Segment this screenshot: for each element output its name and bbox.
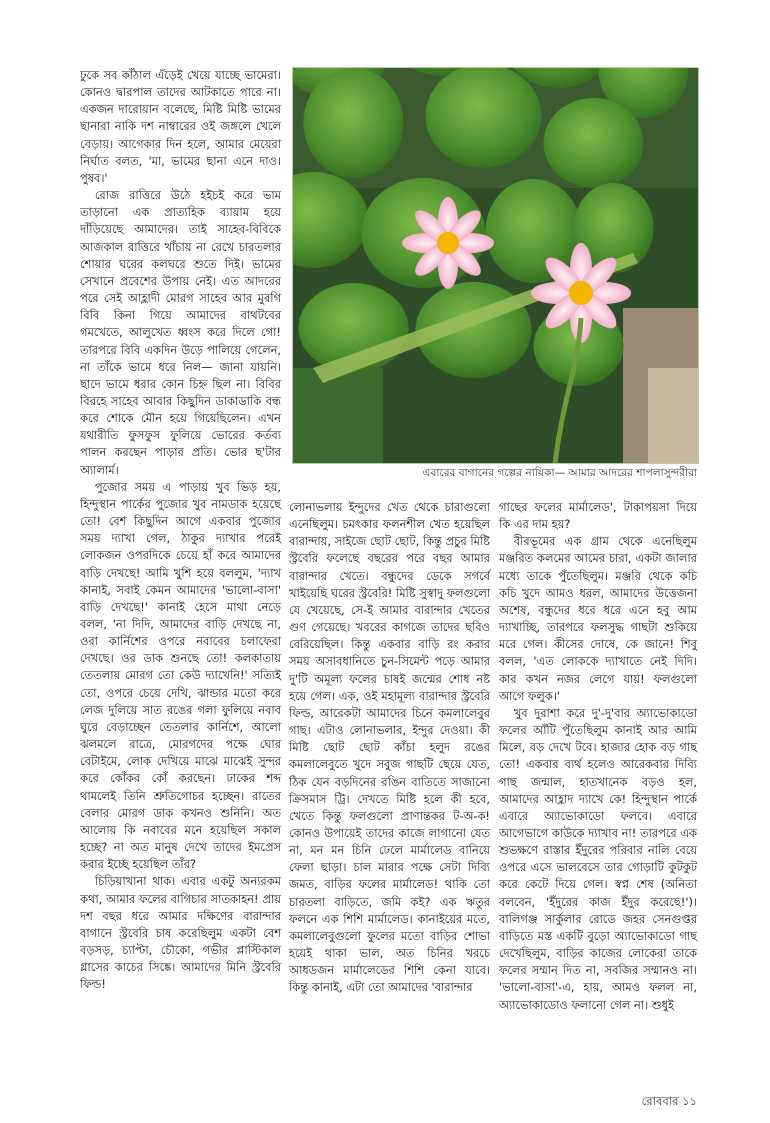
paragraph: খুব দুরাশা করে দু'-দু'বার অ্যাভোকাডো ফলের আঁটি পুঁতেছিলুম কানাই আর আমি মিলে, বড় দেখে টবে। হাজার হোক বড় গাছ তো! একবার ব্যর্থ হলেও আরেকবার দিব্যি গাছ জন্মাল, হাতখানেক বড়ও হল, আমাদের আহ্লাদ দ্যাখে কে! হিন্দুস্থান পার্কে এবারে অ্যাভোকাডো ফলবে। এবারে আগেভাগে কাউকে দ্যাখাব না! তারপরে এক শুভক্ষণে রাস্তার ইঁদুরের পরিবার নালি বেয়ে ওপরে এসে ভালবেসে তার গোড়াটি কুটকুট করে কেটে দিয়ে গেল। স্বপ্ন শেষ (অনিতা বলবেন, 'ইঁদুরের কাজ ইঁদুর করেছে!')। বালিগঞ্জ সার্কুলার রোডে জহর সেনগুপ্তর বাড়িতে মস্ত একটি বুড়ো অ্যাভোকাডো গাছ দেখেছিলুম, বাড়ির কাজের লোকেরা তাকে ফলের সম্মান দিত না, সবজির সম্মানও না। 'ভালো-বাসা'-এ, হায়, আমও ফলল না, অ্যাভোকাডোও ফলানো গেল না। শুধুই (499, 705, 697, 1012)
article-column-1 (80, 67, 281, 993)
paragraph: বীরভূমের এক গ্রাম থেকে এনেছিলুম মঞ্জরিত কলমের আমের চারা, একটা জালার মধ্যে তাকে পুঁতেছিলুম। মঞ্জরি থেকে কচি কচি খুদে আমও ধরল, আমাদের উত্তেজনা অশেষ, বন্ধুদের ধরে ধরে এনে হবু আম দ্যাখাচ্ছি, তারপরে ফলসুদ্ধ গাছটা শুকিয়ে মরে গেল। কীসের দোষে, কে জানে! শিবু বলল, 'এত লোককে দ্যাখাতে নেই দিদি। কার কখন নজর লেগে যায়! ফলগুলো আগে ফলুক।' (499, 534, 697, 703)
article-column-2 (289, 499, 490, 997)
article-column-3 (499, 499, 697, 1014)
paragraph: পুজোর সময় এ পাড়ায় খুব ভিড় হয়, হিন্দুস্থান পার্কের পুজোর খুব নামডাক হয়েছে তো! বেশ কিছুদিন আগে একবার পুজোর সময় দ্যাখা গেল, ঠাকুর দ্যাখার পরেই লোকজন ওপরদিকে চেয়ে হাঁ করে আমাদের বাড়ি দেখছে! আমি খুশি হয়ে বললুম, 'দ্যাখ কানাই, সবাই কেমন আমাদের 'ভালো-বাসা' বাড়ি দেখছে!' কানাই হেসে মাথা নেড়ে বলল, 'না দিদি, আমাদের বাড়ি দেখছে না, ওরা কার্নিশের ওপরে নবাবের চলাফেরা দেখছে। ওর ডাক শুনছে তো! কলকাতায় তেতলায় মোরগ তো কেউ দ্যাখেনি!' সত্যিই তো, ওপরে চেয়ে দেখি, ঝান্ডার মতো করে লেজ দুলিয়ে সাত রঙের গলা ফুলিয়ে নবাব ঘুরে বেড়াচ্ছেন তেতলার কার্নিশে, আলো ঝলমলে রাত্রে, মোরগদের পক্ষে ঘোর বেটাইমে, লোক দেখিয়ে মাঝে মাঝেই সুন্দর করে কোঁকর কোঁ করছেন। ঢাকের শব্দ থামলেই তিনি শ্রুতিগোচর হচ্ছেন। রাতের বেলার মোরগ ডাক কখনও শুনিনি। অত আলোয় কি নবাবের মনে হয়েছিল সকাল হচ্ছে? না অত মানুষ দেখে তাদের ইমপ্রেস করার ইচ্ছে হয়েছিল তাঁর? (80, 479, 281, 872)
photo-caption: এবারের বাগানের গল্পের নায়িকা— আমার আদরের শাপলাসুন্দরীরা (422, 467, 697, 479)
page-footer: রোববার ১১ (641, 1094, 697, 1108)
photo-illustration (293, 68, 698, 463)
paragraph: লোনাভলায় ইন্দুদের খেত থেকে চারাগুলো এনেছিলুম। চমৎকার ফলনশীল খেত হয়েছিল বারান্দায়, সাইজে ছোট ছোট, কিন্তু প্রচুর মিষ্টি স্ট্রবেরি ফলেছে বছরের পরে বছর আমার বারান্দার খেতে। বন্ধুদের ডেকে সগর্বে খাইয়েছি ঘরের স্ট্রবেরি! মিষ্টি সুস্বাদু ফলগুলো যে খেয়েছে, সে-ই আমার বারান্দার খেতের গুণ গেয়েছে। খবরের কাগজে তাদের ছবিও বেরিয়েছিল। কিন্তু একবার বাড়ি রং করার সময় অসাবধানিতে চুন-সিমেন্ট পড়ে আমার দু'টি অমূল্য ফলের চাষই জন্মের শোধ নষ্ট হয়ে গেল। এক, ওই মহামূল্য বারান্দার স্ট্রবেরি ফিল্ড, আরেকটা আমাদের চিনে কমলালেবুর গাছ। এটাও লোনাভলার, ইন্দুর দেওয়া। কী মিষ্টি ছোট ছোট কাঁচা হলুদ রঙের কমলালেবুতে খুদে সবুজ গাছটি ছেয়ে যেত, ঠিক যেন বড়দিনের রঙিন বাতিতে সাজানো ক্রিসমাস ট্রি। দেখতে মিষ্টি হলে কী হবে, খেতে কিন্তু ফলগুলো প্রাণান্তকর ট-অ-ক! কোনও উপায়েই তাদের কাজে লাগানো যেত না, মন মন চিনি ঢেলে মার্মালেড বানিয়ে ফেলা ছাড়া। চাল মারার পক্ষে সেটা দিব্যি জমত, বাড়ির ফলের মার্মালেড! থাকি তো চারতলা বাড়িতে, জমি কই? এক ঋতুর ফলনে এক শিশি মার্মালেড। কানাইয়ের মতে, কমলালেবুগুলো ফুলের মতো বাড়ির শোভা হয়েই থাকা ভাল, অত চিনির খরচে আধডজন মার্মালেডের শিশি কেনা যাবে। কিন্তু কানাই, এটা তো আমাদের 'বারান্দার (289, 500, 490, 995)
paragraph: ঢুকে সব কাঁঠাল এঁড়েই খেয়ে যাচ্ছে ভামেরা। কোনও দ্বারপাল তাদের আটকাতে পারে না। একজন দারোয়ান বলেছে, মিষ্টি মিষ্টি ভামের ছানারা নাকি দশ নাম্বারের ওই জঙ্গলে খেলে বেড়ায়। আগেকার দিন হলে, আমার মেয়েরা নির্ঘাত বলত, 'মা, ভামের ছানা এনে দাও। পুষব।' (80, 68, 281, 185)
water-lily-photo (292, 67, 699, 464)
paragraph: চিড়িয়াখানা থাক। এবার একটু অন্যরকম কথা, আমার ফলের বাগিচার সাতকাহন! প্রায় দশ বছর ধরে আমার দক্ষিণের বারান্দার বাগানে স্ট্রবেরি চাষ করেছিলুম একটা বেশ বড়সড়, চ্যাপ্টা, চৌকো, গভীর প্লাস্টিকাল গ্লাসের কাচের সিঙ্কে। আমাদের মিনি স্ট্রবেরি ফিল্ড! (80, 874, 281, 992)
paragraph: গাছের ফলের মার্মালেড', টাকাপয়সা দিয়ে কি এর দাম হয়? (499, 500, 697, 532)
paragraph: রোজ রাত্তিরে উঠে হইচই করে ভাম তাড়ানো এক প্রাত্যহিক ব্যায়াম হয়ে দাঁড়িয়েছে আমাদের। তাই সাহেব-বিবিকে আজকাল রাত্তিরে খাঁচায় না রেখে চারতলার শোয়ার ঘরের কলঘরে শুতে দিই। ভামের সেখানে প্রবেশের উপায় নেই। এত আদরের পরে সেই আহ্লাদী মোরগ সাহেব আর মুরগি বিবি কিনা গিয়ে আমাদের বাথটবের গমখেতে, আলুখেত ধ্বংস করে দিলে গো! তারপরে বিবি একদিন উড়ে পালিয়ে গেলেন, না তাঁকে ভামে ধরে নিল— জানা যায়নি। ছাদে ভামে ধরার কোন চিহ্ন ছিল না। বিবির বিরহে সাহেব আবার কিছুদিন ডাকাডাকি বন্ধ করে শোকে মৌন হয়ে গিয়েছিলেন। এখন যথারীতি ফুসফুস ফুলিয়ে ভোরের কর্তব্য পালন করছেন পাড়ার প্রতি। ভোর ছ'টার অ্যালার্ম। (80, 188, 281, 477)
